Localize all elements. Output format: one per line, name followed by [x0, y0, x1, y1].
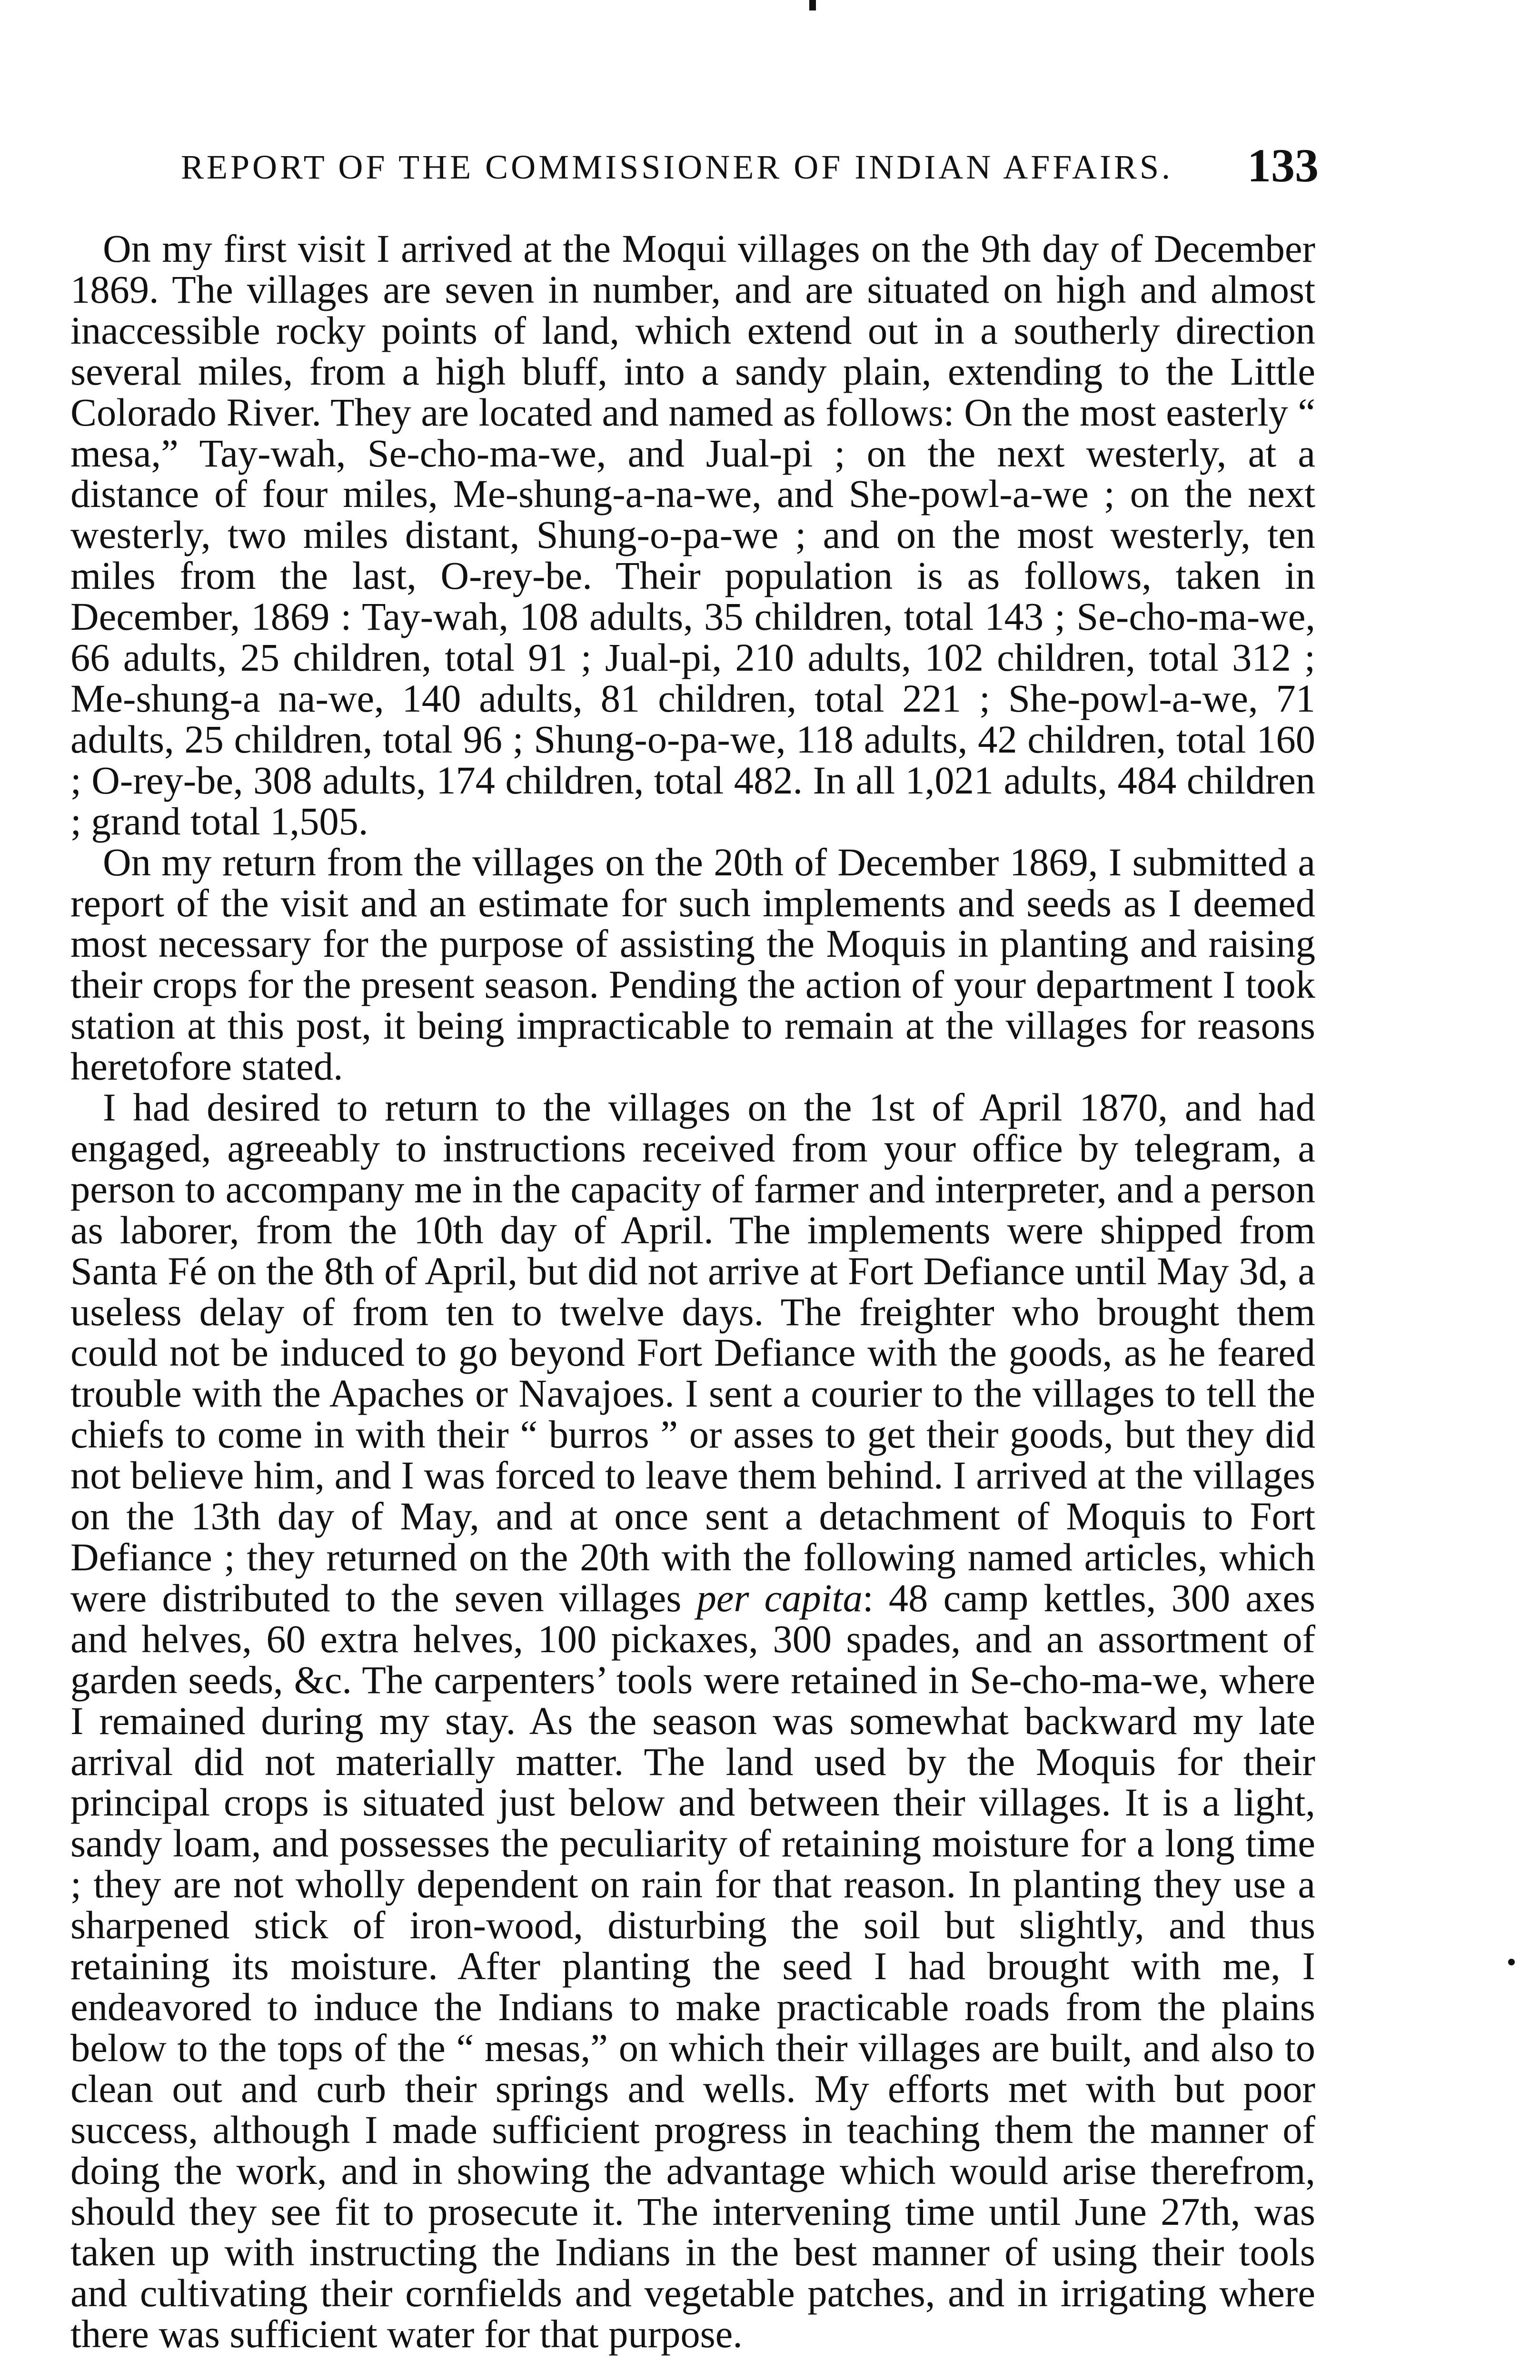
paragraph-3	[70, 1087, 1315, 2355]
paragraph-2: On my return from the villages on the 20th of December 1869, I submitted a report of the visit and an estimate for such implements and seeds as I deemed most necessary for the purpose of assisting the Moquis in planting and raising their crops for the present season. Pending the action of your department I took station at this post, it being impracticable to remain at the villages for reasons heretofore stated.	[70, 840, 1315, 1089]
paragraph-3-text-b: : 48 camp kettles, 300 axes and helves, 60 extra helves, 100 pickaxes, 300 spades, and an assortment of garden seeds, &c. The carpenters’ tools were retained in Se-cho-ma-we, where I remained during my stay. As the season was somewhat backward my late arrival did not materially matter. The land used by the Moquis for their principal crops is situated just below and between their villages. It is a light, sandy loam, and possesses the peculiarity of retaining moisture for a long time ; they are not wholly dependent on rain for that reason. In planting they use a sharpened stick of iron-wood, disturbing the soil but slightly, and thus retaining its moisture. After planting the seed I had brought with me, I endeavored to induce the Indians to make practicable roads from the plains below to the tops of the “ mesas,” on which their villages are built, and also to clean out and curb their springs and wells. My efforts met with but poor success, although I made sufficient progress in teaching them the manner of doing the work, and in showing the advantage which would arise therefrom, should they see fit to prosecute it. The intervening time until June 27th, was taken up with instructing the Indians in the best manner of using their tools and cultivating their cornfields and vegetable patches, and in irrigating where there was sufficient water for that purpose.	[70, 1576, 1316, 2356]
body-text	[70, 228, 1315, 2355]
header-title: REPORT OF THE COMMISSIONER OF INDIAN AFFAIRS.	[181, 148, 1173, 186]
page-number: 133	[1247, 139, 1319, 192]
italic-phrase: per capita	[696, 1576, 863, 1620]
running-header	[181, 138, 1319, 195]
paragraph-1: On my first visit I arrived at the Moqui villages on the 9th day of December 1869. The villages are seven in number, and are situated on high and almost inaccessible rocky points of land, which extend out in a southerly direction several miles, from a high bluff, into a sandy plain, extending to the Little Colorado River. They are located and named as follows: On the most easterly “ mesa,” Tay-wah, Se-cho-ma-we, and Jual-pi ; on the next westerly, at a distance of four miles, Me-shung-a-na-we, and She-powl-a-we ; on the next westerly, two miles distant, Shung-o-pa-we ; and on the most westerly, ten miles from the last, O-rey-be. Their population is as follows, taken in December, 1869 : Tay-wah, 108 adults, 35 children, total 143 ; Se-cho-ma-we, 66 adults, 25 children, total 91 ; Jual-pi, 210 adults, 102 children, total 312 ; Me-shung-a na-we, 140 adults, 81 children, total 221 ; She-powl-a-we, 71 adults, 25 children, total 96 ; Shung-o-pa-we, 118 adults, 42 children, total 160 ; O-rey-be, 308 adults, 174 children, total 482. In all 1,021 adults, 484 children ; grand total 1,505.	[70, 227, 1315, 843]
scan-mark	[809, 0, 816, 10]
paragraph-3-text-a: I had desired to return to the villages on the 1st of April 1870, and had engaged, agreeably to instructions received from your office by telegram, a person to accompany me in the capacity of farmer and interpreter, and a person as laborer, from the 10th day of April. The implements were shipped from Santa Fé on the 8th of April, but did not arrive at Fort Defiance until May 3d, a useless delay of from ten to twelve days. The freighter who brought them could not be induced to go beyond Fort Defiance with the goods, as he feared trouble with the Apaches or Navajoes. I sent a courier to the villages to tell the chiefs to come in with their “ burros ” or asses to get their goods, but they did not believe him, and I was forced to leave them behind. I arrived at the villages on the 13th day of May, and at once sent a detachment of Moquis to Fort Defiance ; they returned on the 20th with the following named articles, which were distributed to the seven villages	[70, 1085, 1315, 1620]
margin-dot	[1508, 1959, 1515, 1965]
